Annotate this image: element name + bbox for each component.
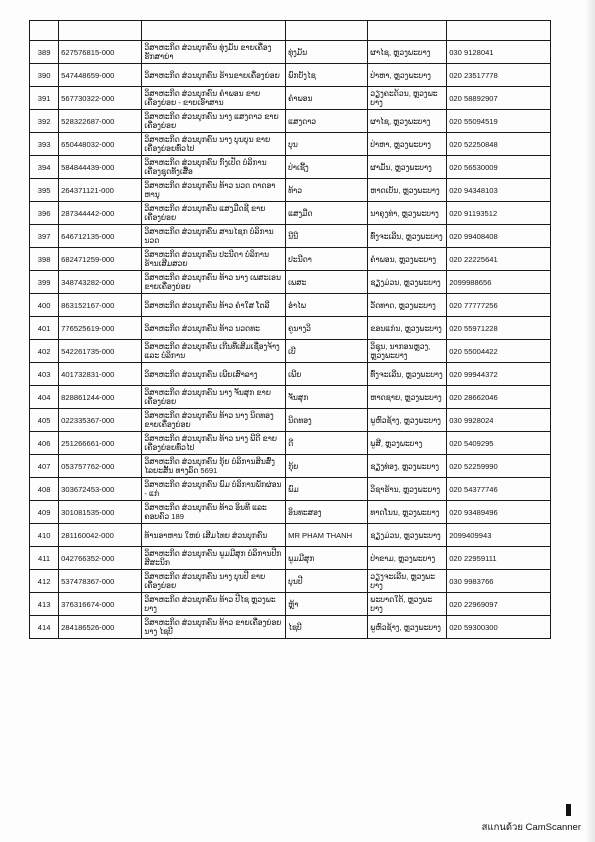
cell-address: ທົ່ງຈະເລີນ, ຫຼວງພະບາງ [368, 225, 447, 248]
cell-row-number: 406 [30, 432, 59, 455]
cell-tax-id: 547448659-000 [59, 64, 142, 87]
cell-phone-number: 020 59300300 [447, 616, 551, 639]
table-row [30, 41, 551, 64]
cell-address: ພູສີ, ຫຼວງພະບາງ [368, 432, 447, 455]
cell-phone-number: 020 23517778 [447, 64, 551, 87]
table-row [30, 524, 551, 547]
cell-short-name: ບຸນ [286, 133, 368, 156]
cell-business-name: ວິສາຫະກິດ ສ່ວນບຸກຄົນ ເພີຍເສົາລາງ [142, 363, 286, 386]
cell-row-number: 413 [30, 593, 59, 616]
cell-tax-id: 584844439-000 [59, 156, 142, 179]
cell-business-name: ວິສາຫະກິດ ສ່ວນບຸກຄົນ ພູມມີສຸກ ບໍລິການປີກສີສະນິກ [142, 547, 286, 570]
cell-short-name: ຫຼ້າ [286, 593, 368, 616]
cell-address: ຊຽງທ່ອງ, ຫຼວງພະບາງ [368, 455, 447, 478]
cell-short-name: ໄຊບີ [286, 616, 368, 639]
cell-phone-number: 030 9983766 [447, 570, 551, 593]
cell-business-name: ວິສາຫະກິດ ສ່ວນບຸກຄົນ ນາງ ບຸນບຸນ ຂາຍເຄື່ອງຍ່ອຍທົ່ວໄປ [142, 133, 286, 156]
cell-tax-id: 627576815-000 [59, 41, 142, 64]
cell-phone-number: 020 56530009 [447, 156, 551, 179]
cell-short-name: ປ່າເຊີ້ງ [286, 156, 368, 179]
camscanner-watermark: สแกนด้วย CamScanner [481, 822, 581, 833]
cell-address: ປ່າຂາມ, ຫຼວງພະບາງ [368, 547, 447, 570]
cell-row-number: 412 [30, 570, 59, 593]
cell-address: ຊຽງມ່ວນ, ຫຼວງພະບາງ [368, 524, 447, 547]
cell-row-number: 392 [30, 110, 59, 133]
cell-address: ວິຊຸນ, ນາກອນຫຼວງ, ຫຼວງພະບາງ [368, 340, 447, 363]
table-row [30, 225, 551, 248]
cell-address: ວິຊາຮ້ານ, ຫຼວງພະບາງ [368, 478, 447, 501]
cell-phone-number: 020 91193512 [447, 202, 551, 225]
cell-tax-id: 646712135-000 [59, 225, 142, 248]
cell-business-name: ວິສາຫະກິດ ສ່ວນບຸກຄົນ ກຸ້ຍ ບໍລິການສິນສົ່ງໄລຍະສັ້ນ ທາງລົດ 5691 [142, 455, 286, 478]
cell-tax-id: 537478367-000 [59, 570, 142, 593]
cell-row-number: 414 [30, 616, 59, 639]
cell-business-name: ວິສາຫະກິດ ສ່ວນບຸກຄົນ ພົມ ບໍລິການພັກຜ່ອນ - ແກ່ [142, 478, 286, 501]
cell-business-name: ທ້ານອາຫານ ໃຫຍ່ ເສີມໄທຍ ສ່ວນບຸກຄົນ [142, 524, 286, 547]
cell-phone-number: 020 28662046 [447, 386, 551, 409]
cell-address: ຫາດຊາຍ, ຫຼວງພະບາງ [368, 386, 447, 409]
cell-phone-number: 020 52259990 [447, 455, 551, 478]
cell-short-name: ທ້າວ [286, 179, 368, 202]
cell-short-name: ປະນີດາ [286, 248, 368, 271]
cell-short-name: MR PHAM THANH [286, 524, 368, 547]
cell-row-number: 411 [30, 547, 59, 570]
cell-tax-id: 650448032-000 [59, 133, 142, 156]
cell-short-name: ຈັນສຸກ [286, 386, 368, 409]
table-row [30, 363, 551, 386]
cell-tax-id: 401732831-000 [59, 363, 142, 386]
cell-short-name: ແສງມືດ [286, 202, 368, 225]
cell-row-number: 394 [30, 156, 59, 179]
header-cell-short [286, 21, 368, 41]
table-row [30, 432, 551, 455]
table-row [30, 386, 551, 409]
table-row [30, 455, 551, 478]
cell-short-name: ພົມ [286, 478, 368, 501]
cell-phone-number: 030 9128041 [447, 41, 551, 64]
cell-phone-number: 020 55094519 [447, 110, 551, 133]
cell-short-name: ດີ [286, 432, 368, 455]
cell-short-name: ພົກບັງໄຊ [286, 64, 368, 87]
cell-phone-number: 020 22969097 [447, 593, 551, 616]
cell-phone-number: 2099988656 [447, 271, 551, 294]
cell-business-name: ວິສາຫະກິດ ສ່ວນບຸກຄົນ ກົງເປັດ ບໍລິການເຄື່ອງຊຸດທັງເສື້ອ [142, 156, 286, 179]
cell-short-name: ຄຳພອນ [286, 87, 368, 110]
cell-address: ວຽງຄະດ້ວນ, ຫຼວງພະບາງ [368, 87, 447, 110]
cell-address: ພູຫົວຊ້າງ, ຫຼວງພະບາງ [368, 616, 447, 639]
table-row [30, 547, 551, 570]
cell-row-number: 395 [30, 179, 59, 202]
cell-business-name: ວິສາຫະກິດ ສ່ວນບຸກຄົນ ເກີນທີ່ເສີມເຊື່ອງຈ້າງ ແລະ ບໍລິການ [142, 340, 286, 363]
table-row [30, 340, 551, 363]
cell-row-number: 404 [30, 386, 59, 409]
header-cell-name [142, 21, 286, 41]
cell-address: ພູຫົວຊ້າງ, ຫຼວງພະບາງ [368, 409, 447, 432]
cell-business-name: ວິສາຫະກິດ ສ່ວນບຸກຄົນ ນາງ ຈັນສຸກ ຂາຍເຄື່ອງຍ່ອຍ [142, 386, 286, 409]
cell-tax-id: 301081535-000 [59, 501, 142, 524]
table-row [30, 271, 551, 294]
cell-address: ປ່າຫາ, ຫຼວງພະບາງ [368, 64, 447, 87]
cell-phone-number: 2099409943 [447, 524, 551, 547]
cell-short-name: ບຸນປີ [286, 570, 368, 593]
cell-tax-id: 287344442-000 [59, 202, 142, 225]
cell-row-number: 389 [30, 41, 59, 64]
cell-business-name: ວິສາຫະກິດ ສ່ວນບຸກຄົນ ທ້າວ ນາງ ເພສະເອນ ຂາຍເຄື່ອງຍ່ອຍ [142, 271, 286, 294]
cell-address: ນາຄຸງທ່າ, ຫຼວງພະບາງ [368, 202, 447, 225]
header-cell-address [368, 21, 447, 41]
scan-edge-shadow [585, 0, 595, 842]
cell-tax-id: 567730322-000 [59, 87, 142, 110]
cell-phone-number: 020 99944372 [447, 363, 551, 386]
registry-table-body [30, 21, 551, 639]
cell-row-number: 393 [30, 133, 59, 156]
cell-phone-number: 020 22225641 [447, 248, 551, 271]
header-cell-no [30, 21, 59, 41]
cell-phone-number: 020 22959111 [447, 547, 551, 570]
cell-row-number: 397 [30, 225, 59, 248]
cell-row-number: 410 [30, 524, 59, 547]
cell-short-name: ອິນທະສອງ [286, 501, 368, 524]
cell-business-name: ວິສາຫະກິດ ສ່ວນບຸກຄົນ ທ້າວ ຄຳໃສ ໂຕລີ [142, 294, 286, 317]
cell-address: ພະບາດໃຕ້, ຫຼວງພະບາງ [368, 593, 447, 616]
table-row [30, 294, 551, 317]
cell-short-name: ຄູນາງວິ [286, 317, 368, 340]
cell-phone-number: 020 94348103 [447, 179, 551, 202]
cell-business-name: ວິສາຫະກິດ ສ່ວນບຸກຄົນ ນາງ ແສງດາວ ຂາຍເຄື່ອງຍ່ອຍ [142, 110, 286, 133]
cell-phone-number: 020 52250848 [447, 133, 551, 156]
cell-tax-id: 776525619-000 [59, 317, 142, 340]
cell-tax-id: 042766352-000 [59, 547, 142, 570]
table-row [30, 110, 551, 133]
cell-business-name: ວິສາຫະກິດ ສ່ວນບຸກຄົນ ທ້າວ ນວດ ດາດອາຫານຸ [142, 179, 286, 202]
cell-business-name: ວິສາຫະກິດ ສ່ວນບຸກຄົນ ທ້າວ ອິນທີ ແລະ ຄອບຄົວ 189 [142, 501, 286, 524]
cell-short-name: ທຸ່ງມັນ [286, 41, 368, 64]
cell-business-name: ວິສາຫະກິດ ສ່ວນບຸກຄົນ ທ້າວ ນາງ ນິດທອງ ຂາຍເຄື່ອງຍ່ອຍ [142, 409, 286, 432]
cell-phone-number: 020 77777256 [447, 294, 551, 317]
cell-address: ວັດທາດ, ຫຼວງພະບາງ [368, 294, 447, 317]
cell-tax-id: 682471259-000 [59, 248, 142, 271]
table-row [30, 87, 551, 110]
table-row [30, 64, 551, 87]
cell-business-name: ວິສາຫະກິດ ສ່ວນບຸກຄົນ ທຸ່ງມັນ ຂາຍເຄື່ອງຮັກສາຍ່າ [142, 41, 286, 64]
header-cell-tin [59, 21, 142, 41]
cell-business-name: ວິສາຫະກິດ ສ່ວນບຸກຄົນ ທ້າວ ຂາຍເຄື່ອງຍ່ອຍ ນາງ ໄຊບີ [142, 616, 286, 639]
table-row [30, 248, 551, 271]
cell-address: ຜາໄຊ, ຫຼວງພະບາງ [368, 41, 447, 64]
cell-address: ຫາດເບັນ, ຫຼວງພະບາງ [368, 179, 447, 202]
cell-row-number: 396 [30, 202, 59, 225]
cell-business-name: ວິສາຫະກິດ ສ່ວນບຸກຄົນ ຄຳພອນ ຂາຍເຄື່ອງຍ່ອຍ - ຂາຍເອົາສານ [142, 87, 286, 110]
cell-address: ທົ່ງຈະເລີນ, ຫຼວງພະບາງ [368, 363, 447, 386]
cell-business-name: ວິສາຫະກິດ ສ່ວນບຸກຄົນ ທ້າວ ນວດທະ [142, 317, 286, 340]
cell-row-number: 402 [30, 340, 59, 363]
cell-phone-number: 020 99408408 [447, 225, 551, 248]
cell-row-number: 390 [30, 64, 59, 87]
table-header-row [30, 21, 551, 41]
registry-table [29, 20, 551, 639]
cell-phone-number: 020 55971228 [447, 317, 551, 340]
cell-short-name: ອຳໄພ [286, 294, 368, 317]
cell-phone-number: 020 5409295 [447, 432, 551, 455]
table-row [30, 616, 551, 639]
cell-row-number: 401 [30, 317, 59, 340]
table-row [30, 409, 551, 432]
cell-short-name: ພູມມີສຸກ [286, 547, 368, 570]
cell-row-number: 398 [30, 248, 59, 271]
cell-phone-number: 020 54377746 [447, 478, 551, 501]
cell-address: ຄຳພອນ, ຫຼວງພະບາງ [368, 248, 447, 271]
cell-phone-number: 020 58892907 [447, 87, 551, 110]
header-cell-phone [447, 21, 551, 41]
cell-address: ປ່າຫາ, ຫຼວງພະບາງ [368, 133, 447, 156]
table-row [30, 501, 551, 524]
cell-tax-id: 303672453-000 [59, 478, 142, 501]
cell-tax-id: 528322687-000 [59, 110, 142, 133]
cell-tax-id: 542261735-000 [59, 340, 142, 363]
cell-short-name: ນີນີ [286, 225, 368, 248]
cell-tax-id: 264371121-000 [59, 179, 142, 202]
cell-row-number: 391 [30, 87, 59, 110]
cell-address: ວຽງຈະເລີນ, ຫຼວງພະບາງ [368, 570, 447, 593]
cell-row-number: 403 [30, 363, 59, 386]
cell-row-number: 405 [30, 409, 59, 432]
cell-row-number: 408 [30, 478, 59, 501]
table-row [30, 156, 551, 179]
cell-tax-id: 281160042-000 [59, 524, 142, 547]
cell-business-name: ວິສາຫະກິດ ສ່ວນບຸກຄົນ ນາງ ບຸນປີ ຂາຍເຄື່ອງຍ່ອຍ [142, 570, 286, 593]
cell-short-name: ເພສະ [286, 271, 368, 294]
cell-tax-id: 376316674-000 [59, 593, 142, 616]
cell-phone-number: 020 93489496 [447, 501, 551, 524]
table-row [30, 478, 551, 501]
cell-business-name: ວິສາຫະກິດ ສ່ວນບຸກຄົນ ແສງມືດຊີ ຂາຍເຄື່ອງຍ່ອຍ [142, 202, 286, 225]
cell-address: ຜາໄຊ, ຫຼວງພະບາງ [368, 110, 447, 133]
table-row [30, 202, 551, 225]
cell-short-name: ແສງດາວ [286, 110, 368, 133]
cell-address: ຊຽງມ່ວນ, ຫຼວງພະບາງ [368, 271, 447, 294]
cell-tax-id: 022335367-000 [59, 409, 142, 432]
table-row [30, 133, 551, 156]
cell-business-name: ວິສາຫະກິດ ສ່ວນບຸກຄົນ ປະນີດາ ບໍລິການຮ້ານເສີມສວຍ [142, 248, 286, 271]
cell-row-number: 399 [30, 271, 59, 294]
cell-tax-id: 863152167-000 [59, 294, 142, 317]
cell-tax-id: 284186526-000 [59, 616, 142, 639]
cell-short-name: ກຸ້ຍ [286, 455, 368, 478]
cell-row-number: 407 [30, 455, 59, 478]
cell-short-name: ນິດທອງ [286, 409, 368, 432]
cell-address: ທາດໂນນ, ຫຼວງພະບາງ [368, 501, 447, 524]
scanner-mark-icon [566, 804, 571, 816]
cell-tax-id: 251266661-000 [59, 432, 142, 455]
cell-business-name: ວິສາຫະກິດ ສ່ວນບຸກຄົນ ຮ້ານຂາຍເຄື່ອງຍ່ອຍ [142, 64, 286, 87]
cell-phone-number: 020 55004422 [447, 340, 551, 363]
table-row [30, 179, 551, 202]
cell-address: ຂອນແກ່ນ, ຫຼວງພະບາງ [368, 317, 447, 340]
cell-tax-id: 053757762-000 [59, 455, 142, 478]
table-row [30, 317, 551, 340]
cell-address: ຜາມັ່ນ, ຫຼວງພະບາງ [368, 156, 447, 179]
table-row [30, 593, 551, 616]
cell-short-name: ເພີຍ [286, 363, 368, 386]
cell-row-number: 409 [30, 501, 59, 524]
cell-tax-id: 828861244-000 [59, 386, 142, 409]
cell-business-name: ວິສາຫະກິດ ສ່ວນບຸກຄົນ ທ້າວ ປີໄຊ ຫຼວງພະບາງ [142, 593, 286, 616]
cell-tax-id: 348743282-000 [59, 271, 142, 294]
table-row [30, 570, 551, 593]
cell-business-name: ວິສາຫະກິດ ສ່ວນບຸກຄົນ ທ້າວ ນາງ ພີດີ ຂາຍເຄື່ອງຍ່ອຍທົ່ວໄປ [142, 432, 286, 455]
cell-short-name: ເບີ [286, 340, 368, 363]
cell-row-number: 400 [30, 294, 59, 317]
cell-business-name: ວິສາຫະກິດ ສ່ວນບຸກຄົນ ສານໄຊກ ບໍລິການ ນວດ [142, 225, 286, 248]
cell-phone-number: 030 9928024 [447, 409, 551, 432]
